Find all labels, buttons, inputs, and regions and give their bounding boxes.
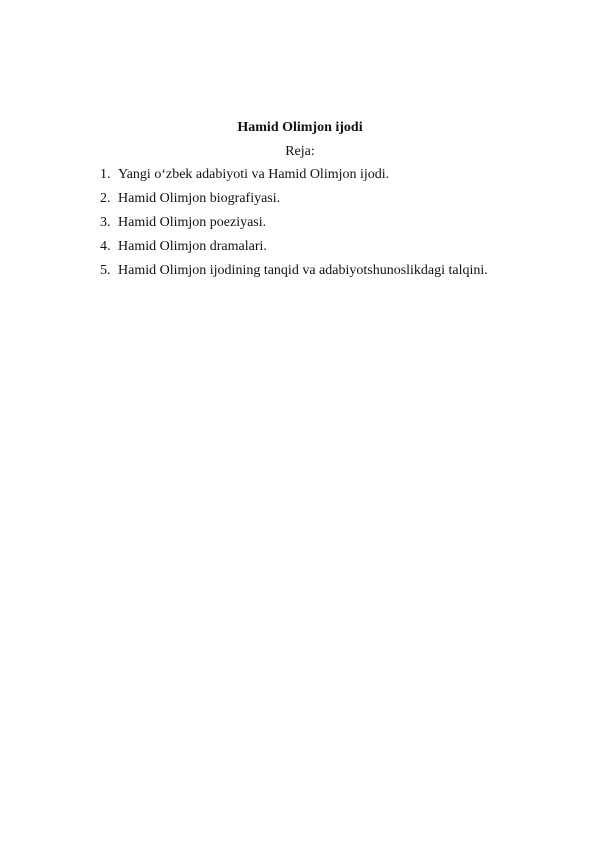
plan-item-number: 5.: [100, 263, 111, 278]
plan-item-text: Hamid Olimjon ijodining tanqid va adabiyotshunoslikdagi talqini.: [118, 263, 488, 278]
plan-item-text: Hamid Olimjon dramalari.: [118, 239, 267, 254]
plan-item-number: 4.: [100, 239, 111, 254]
plan-item-text: Yangi o‘zbek adabiyoti va Hamid Olimjon ijodi.: [118, 167, 390, 182]
plan-item-number: 3.: [100, 215, 111, 230]
plan-item-text: Hamid Olimjon poeziyasi.: [118, 215, 267, 230]
plan-item-text: Hamid Olimjon biografiyasi.: [118, 191, 281, 206]
plan-heading: Reja:: [285, 144, 315, 159]
plan-item-number: 1.: [100, 167, 111, 182]
document-title: Hamid Olimjon ijodi: [237, 120, 363, 135]
plan-item-number: 2.: [100, 191, 111, 206]
